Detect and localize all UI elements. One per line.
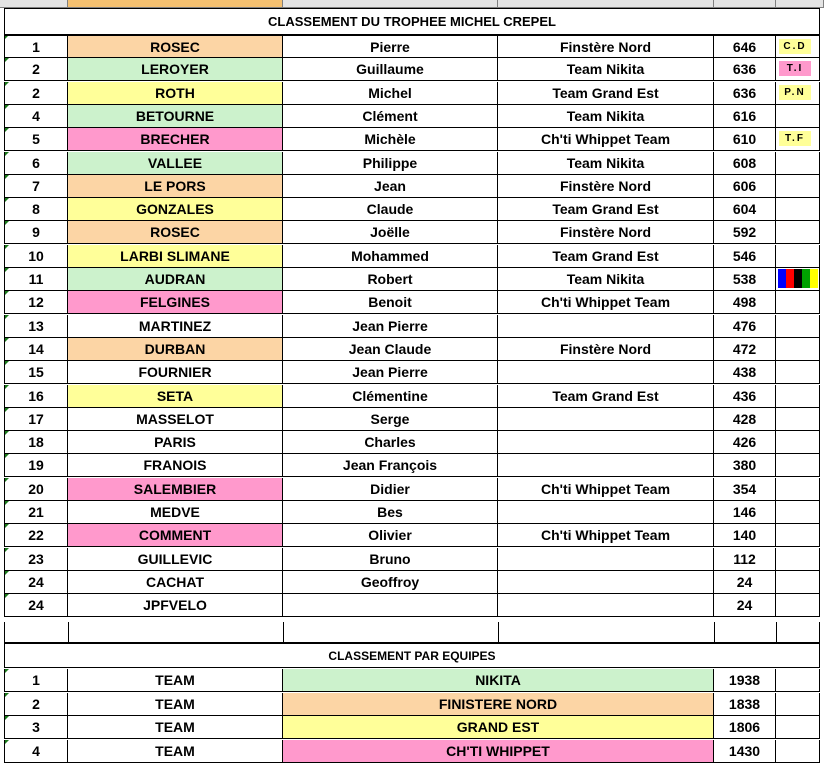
ranking-row xyxy=(0,548,824,571)
points-cell[interactable]: 426 xyxy=(714,431,776,454)
firstname-cell[interactable]: Clémentine xyxy=(283,385,498,408)
surname-cell[interactable]: FRANOIS xyxy=(68,454,283,477)
points-cell[interactable]: 498 xyxy=(714,291,776,314)
team-cell[interactable]: Team Grand Est xyxy=(498,385,714,408)
ranking-row xyxy=(0,361,824,384)
points-cell[interactable]: 146 xyxy=(714,501,776,524)
team-name-cell[interactable]: NIKITA xyxy=(283,669,714,692)
rank-cell[interactable]: 7 xyxy=(4,175,68,198)
firstname-cell[interactable]: Bes xyxy=(283,501,498,524)
badge-cell[interactable] xyxy=(776,198,820,221)
badge-cell[interactable] xyxy=(776,338,820,361)
surname-cell[interactable]: SALEMBIER xyxy=(68,478,283,501)
team-cell[interactable]: Team Grand Est xyxy=(498,245,714,268)
badge-cell[interactable] xyxy=(776,454,820,477)
surname-cell[interactable]: GONZALES xyxy=(68,198,283,221)
points-cell[interactable]: 24 xyxy=(714,594,776,617)
rank-cell[interactable]: 21 xyxy=(4,501,68,524)
ranking-row xyxy=(0,338,824,361)
rank-cell[interactable]: 16 xyxy=(4,385,68,408)
team-label-cell[interactable]: TEAM xyxy=(68,716,283,739)
team-cell[interactable]: Team Grand Est xyxy=(498,82,714,105)
surname-cell[interactable]: MARTINEZ xyxy=(68,315,283,338)
rank-cell[interactable]: 6 xyxy=(4,152,68,175)
team-rank-cell[interactable]: 2 xyxy=(4,693,68,716)
points-cell[interactable]: 546 xyxy=(714,245,776,268)
firstname-cell[interactable]: Jean Pierre xyxy=(283,315,498,338)
points-cell[interactable]: 472 xyxy=(714,338,776,361)
team-extra-cell[interactable] xyxy=(776,693,820,716)
badge-cell[interactable] xyxy=(776,128,820,151)
ranking-row xyxy=(0,431,824,454)
points-cell[interactable]: 610 xyxy=(714,128,776,151)
rank-cell[interactable]: 1 xyxy=(4,35,68,58)
team-ranking-row xyxy=(0,669,824,692)
firstname-cell[interactable]: Jean Claude xyxy=(283,338,498,361)
team-cell[interactable] xyxy=(498,548,714,571)
points-cell[interactable]: 428 xyxy=(714,408,776,431)
rank-cell[interactable]: 15 xyxy=(4,361,68,384)
team-cell[interactable] xyxy=(498,501,714,524)
ranking-row xyxy=(0,58,824,81)
surname-cell[interactable]: VALLEE xyxy=(68,152,283,175)
surname-cell[interactable]: MASSELOT xyxy=(68,408,283,431)
rank-cell[interactable]: 22 xyxy=(4,524,68,547)
ranking-row xyxy=(0,478,824,501)
firstname-cell[interactable]: Robert xyxy=(283,268,498,291)
badge-cell[interactable] xyxy=(776,315,820,338)
empty-row[interactable] xyxy=(4,622,820,643)
team-cell[interactable]: Team Nikita xyxy=(498,105,714,128)
points-cell[interactable]: 608 xyxy=(714,152,776,175)
firstname-cell[interactable]: Serge xyxy=(283,408,498,431)
points-cell[interactable]: 538 xyxy=(714,268,776,291)
team-cell[interactable] xyxy=(498,571,714,594)
ranking-row xyxy=(0,594,824,617)
rank-cell[interactable]: 24 xyxy=(4,571,68,594)
flag-icon xyxy=(778,269,818,288)
team-points-cell[interactable]: 1430 xyxy=(714,740,776,763)
ranking-row xyxy=(0,82,824,105)
points-cell[interactable]: 616 xyxy=(714,105,776,128)
badge-cell[interactable] xyxy=(776,175,820,198)
team-cell[interactable]: Team Nikita xyxy=(498,268,714,291)
rank-cell[interactable]: 18 xyxy=(4,431,68,454)
points-cell[interactable]: 140 xyxy=(714,524,776,547)
surname-cell[interactable]: JPFVELO xyxy=(68,594,283,617)
surname-cell[interactable]: PARIS xyxy=(68,431,283,454)
team-cell[interactable]: Team Grand Est xyxy=(498,198,714,221)
team-cell[interactable] xyxy=(498,454,714,477)
points-cell[interactable]: 476 xyxy=(714,315,776,338)
surname-cell[interactable]: BETOURNE xyxy=(68,105,283,128)
firstname-cell[interactable]: Philippe xyxy=(283,152,498,175)
team-cell[interactable]: Finstère Nord xyxy=(498,175,714,198)
team-cell[interactable]: Finstère Nord xyxy=(498,338,714,361)
badge-cell[interactable] xyxy=(776,524,820,547)
ranking-row xyxy=(0,152,824,175)
ranking-row xyxy=(0,268,824,291)
surname-cell[interactable]: FELGINES xyxy=(68,291,283,314)
ranking-row xyxy=(0,524,824,547)
ranking-row xyxy=(0,501,824,524)
ranking-row xyxy=(0,408,824,431)
ranking-row xyxy=(0,128,824,151)
points-cell[interactable]: 354 xyxy=(714,478,776,501)
points-cell[interactable]: 24 xyxy=(714,571,776,594)
rank-cell[interactable]: 4 xyxy=(4,105,68,128)
team-cell[interactable]: Ch'ti Whippet Team xyxy=(498,291,714,314)
badge-cell[interactable] xyxy=(776,82,820,105)
surname-cell[interactable]: ROTH xyxy=(68,82,283,105)
team-cell[interactable]: Ch'ti Whippet Team xyxy=(498,128,714,151)
team-cell[interactable]: Team Nikita xyxy=(498,152,714,175)
ranking-row xyxy=(0,385,824,408)
badge-cell[interactable] xyxy=(776,431,820,454)
rank-cell[interactable]: 11 xyxy=(4,268,68,291)
surname-cell[interactable]: AUDRAN xyxy=(68,268,283,291)
title-badge: P.N xyxy=(779,85,811,100)
team-rank-cell[interactable]: 3 xyxy=(4,716,68,739)
badge-cell[interactable] xyxy=(776,152,820,175)
team-cell[interactable]: Ch'ti Whippet Team xyxy=(498,524,714,547)
surname-cell[interactable]: DURBAN xyxy=(68,338,283,361)
badge-cell[interactable] xyxy=(776,594,820,617)
team-rank-cell[interactable]: 4 xyxy=(4,740,68,763)
firstname-cell[interactable]: Guillaume xyxy=(283,58,498,81)
team-cell[interactable]: Ch'ti Whippet Team xyxy=(498,478,714,501)
surname-cell[interactable]: LE PORS xyxy=(68,175,283,198)
rank-cell[interactable]: 23 xyxy=(4,548,68,571)
title-badge: T.I xyxy=(779,61,811,76)
firstname-cell[interactable]: Clément xyxy=(283,105,498,128)
badge-cell[interactable] xyxy=(776,268,820,291)
team-points-cell[interactable]: 1806 xyxy=(714,716,776,739)
team-cell[interactable] xyxy=(498,361,714,384)
points-cell[interactable]: 604 xyxy=(714,198,776,221)
surname-cell[interactable]: LARBI SLIMANE xyxy=(68,245,283,268)
surname-cell[interactable]: MEDVE xyxy=(68,501,283,524)
firstname-cell[interactable]: Claude xyxy=(283,198,498,221)
team-name-cell[interactable]: CH'TI WHIPPET xyxy=(283,740,714,763)
points-cell[interactable]: 380 xyxy=(714,454,776,477)
individual-ranking-title: CLASSEMENT DU TROPHEE MICHEL CREPEL xyxy=(4,8,820,35)
team-cell[interactable]: Team Nikita xyxy=(498,58,714,81)
ranking-row xyxy=(0,315,824,338)
surname-cell[interactable]: LEROYER xyxy=(68,58,283,81)
sheet-top-edge xyxy=(0,0,824,8)
team-cell[interactable] xyxy=(498,315,714,338)
surname-cell[interactable]: CACHAT xyxy=(68,571,283,594)
team-cell[interactable]: Finstère Nord xyxy=(498,35,714,58)
team-points-cell[interactable]: 1938 xyxy=(714,669,776,692)
surname-cell[interactable]: COMMENT xyxy=(68,524,283,547)
badge-cell[interactable] xyxy=(776,105,820,128)
rank-cell[interactable]: 8 xyxy=(4,198,68,221)
firstname-cell[interactable]: Bruno xyxy=(283,548,498,571)
firstname-cell[interactable]: Olivier xyxy=(283,524,498,547)
ranking-row xyxy=(0,105,824,128)
points-cell[interactable]: 436 xyxy=(714,385,776,408)
ranking-row xyxy=(0,454,824,477)
points-cell[interactable]: 636 xyxy=(714,82,776,105)
team-name-cell[interactable]: GRAND EST xyxy=(283,716,714,739)
team-ranking-title: CLASSEMENT PAR EQUIPES xyxy=(4,643,820,668)
rank-cell[interactable]: 14 xyxy=(4,338,68,361)
surname-cell[interactable]: SETA xyxy=(68,385,283,408)
firstname-cell[interactable]: Jean Pierre xyxy=(283,361,498,384)
badge-cell[interactable] xyxy=(776,478,820,501)
points-cell[interactable]: 438 xyxy=(714,361,776,384)
points-cell[interactable]: 636 xyxy=(714,58,776,81)
team-label-cell[interactable]: TEAM xyxy=(68,693,283,716)
badge-cell[interactable] xyxy=(776,58,820,81)
ranking-row xyxy=(0,245,824,268)
badge-cell[interactable] xyxy=(776,245,820,268)
ranking-row xyxy=(0,571,824,594)
points-cell[interactable]: 592 xyxy=(714,221,776,244)
surname-cell[interactable]: GUILLEVIC xyxy=(68,548,283,571)
badge-cell[interactable] xyxy=(776,408,820,431)
badge-cell[interactable] xyxy=(776,221,820,244)
firstname-cell[interactable]: Didier xyxy=(283,478,498,501)
team-ranking-row xyxy=(0,740,824,763)
team-cell[interactable]: Finstère Nord xyxy=(498,221,714,244)
surname-cell[interactable]: BRECHER xyxy=(68,128,283,151)
ranking-row xyxy=(0,221,824,244)
badge-cell[interactable] xyxy=(776,361,820,384)
firstname-cell[interactable] xyxy=(283,594,498,617)
team-ranking-row xyxy=(0,716,824,739)
surname-cell[interactable]: ROSEC xyxy=(68,221,283,244)
team-cell[interactable] xyxy=(498,594,714,617)
rank-cell[interactable]: 19 xyxy=(4,454,68,477)
rank-cell[interactable]: 10 xyxy=(4,245,68,268)
firstname-cell[interactable]: Jean xyxy=(283,175,498,198)
firstname-cell[interactable]: Joëlle xyxy=(283,221,498,244)
points-cell[interactable]: 112 xyxy=(714,548,776,571)
ranking-row xyxy=(0,291,824,314)
team-extra-cell[interactable] xyxy=(776,669,820,692)
rank-cell[interactable]: 2 xyxy=(4,58,68,81)
firstname-cell[interactable]: Geoffroy xyxy=(283,571,498,594)
firstname-cell[interactable]: Michèle xyxy=(283,128,498,151)
badge-cell[interactable] xyxy=(776,501,820,524)
team-ranking-row xyxy=(0,693,824,716)
team-cell[interactable] xyxy=(498,431,714,454)
team-extra-cell[interactable] xyxy=(776,716,820,739)
points-cell[interactable]: 606 xyxy=(714,175,776,198)
badge-cell[interactable] xyxy=(776,35,820,58)
rank-cell[interactable]: 9 xyxy=(4,221,68,244)
ranking-row xyxy=(0,35,824,58)
firstname-cell[interactable]: Benoit xyxy=(283,291,498,314)
team-label-cell[interactable]: TEAM xyxy=(68,669,283,692)
rank-cell[interactable]: 17 xyxy=(4,408,68,431)
rank-cell[interactable]: 2 xyxy=(4,82,68,105)
firstname-cell[interactable]: Jean François xyxy=(283,454,498,477)
title-badge: C.D xyxy=(779,39,811,54)
badge-cell[interactable] xyxy=(776,385,820,408)
firstname-cell[interactable]: Charles xyxy=(283,431,498,454)
ranking-row xyxy=(0,175,824,198)
rank-cell[interactable]: 20 xyxy=(4,478,68,501)
rank-cell[interactable]: 13 xyxy=(4,315,68,338)
team-rank-cell[interactable]: 1 xyxy=(4,669,68,692)
firstname-cell[interactable]: Pierre xyxy=(283,35,498,58)
firstname-cell[interactable]: Michel xyxy=(283,82,498,105)
firstname-cell[interactable]: Mohammed xyxy=(283,245,498,268)
team-cell[interactable] xyxy=(498,408,714,431)
team-points-cell[interactable]: 1838 xyxy=(714,693,776,716)
badge-cell[interactable] xyxy=(776,291,820,314)
points-cell[interactable]: 646 xyxy=(714,35,776,58)
team-label-cell[interactable]: TEAM xyxy=(68,740,283,763)
rank-cell[interactable]: 24 xyxy=(4,594,68,617)
rank-cell[interactable]: 12 xyxy=(4,291,68,314)
badge-cell[interactable] xyxy=(776,548,820,571)
surname-cell[interactable]: ROSEC xyxy=(68,35,283,58)
title-badge: T.F xyxy=(779,131,811,146)
team-extra-cell[interactable] xyxy=(776,740,820,763)
rank-cell[interactable]: 5 xyxy=(4,128,68,151)
badge-cell[interactable] xyxy=(776,571,820,594)
team-name-cell[interactable]: FINISTERE NORD xyxy=(283,693,714,716)
ranking-row xyxy=(0,198,824,221)
surname-cell[interactable]: FOURNIER xyxy=(68,361,283,384)
